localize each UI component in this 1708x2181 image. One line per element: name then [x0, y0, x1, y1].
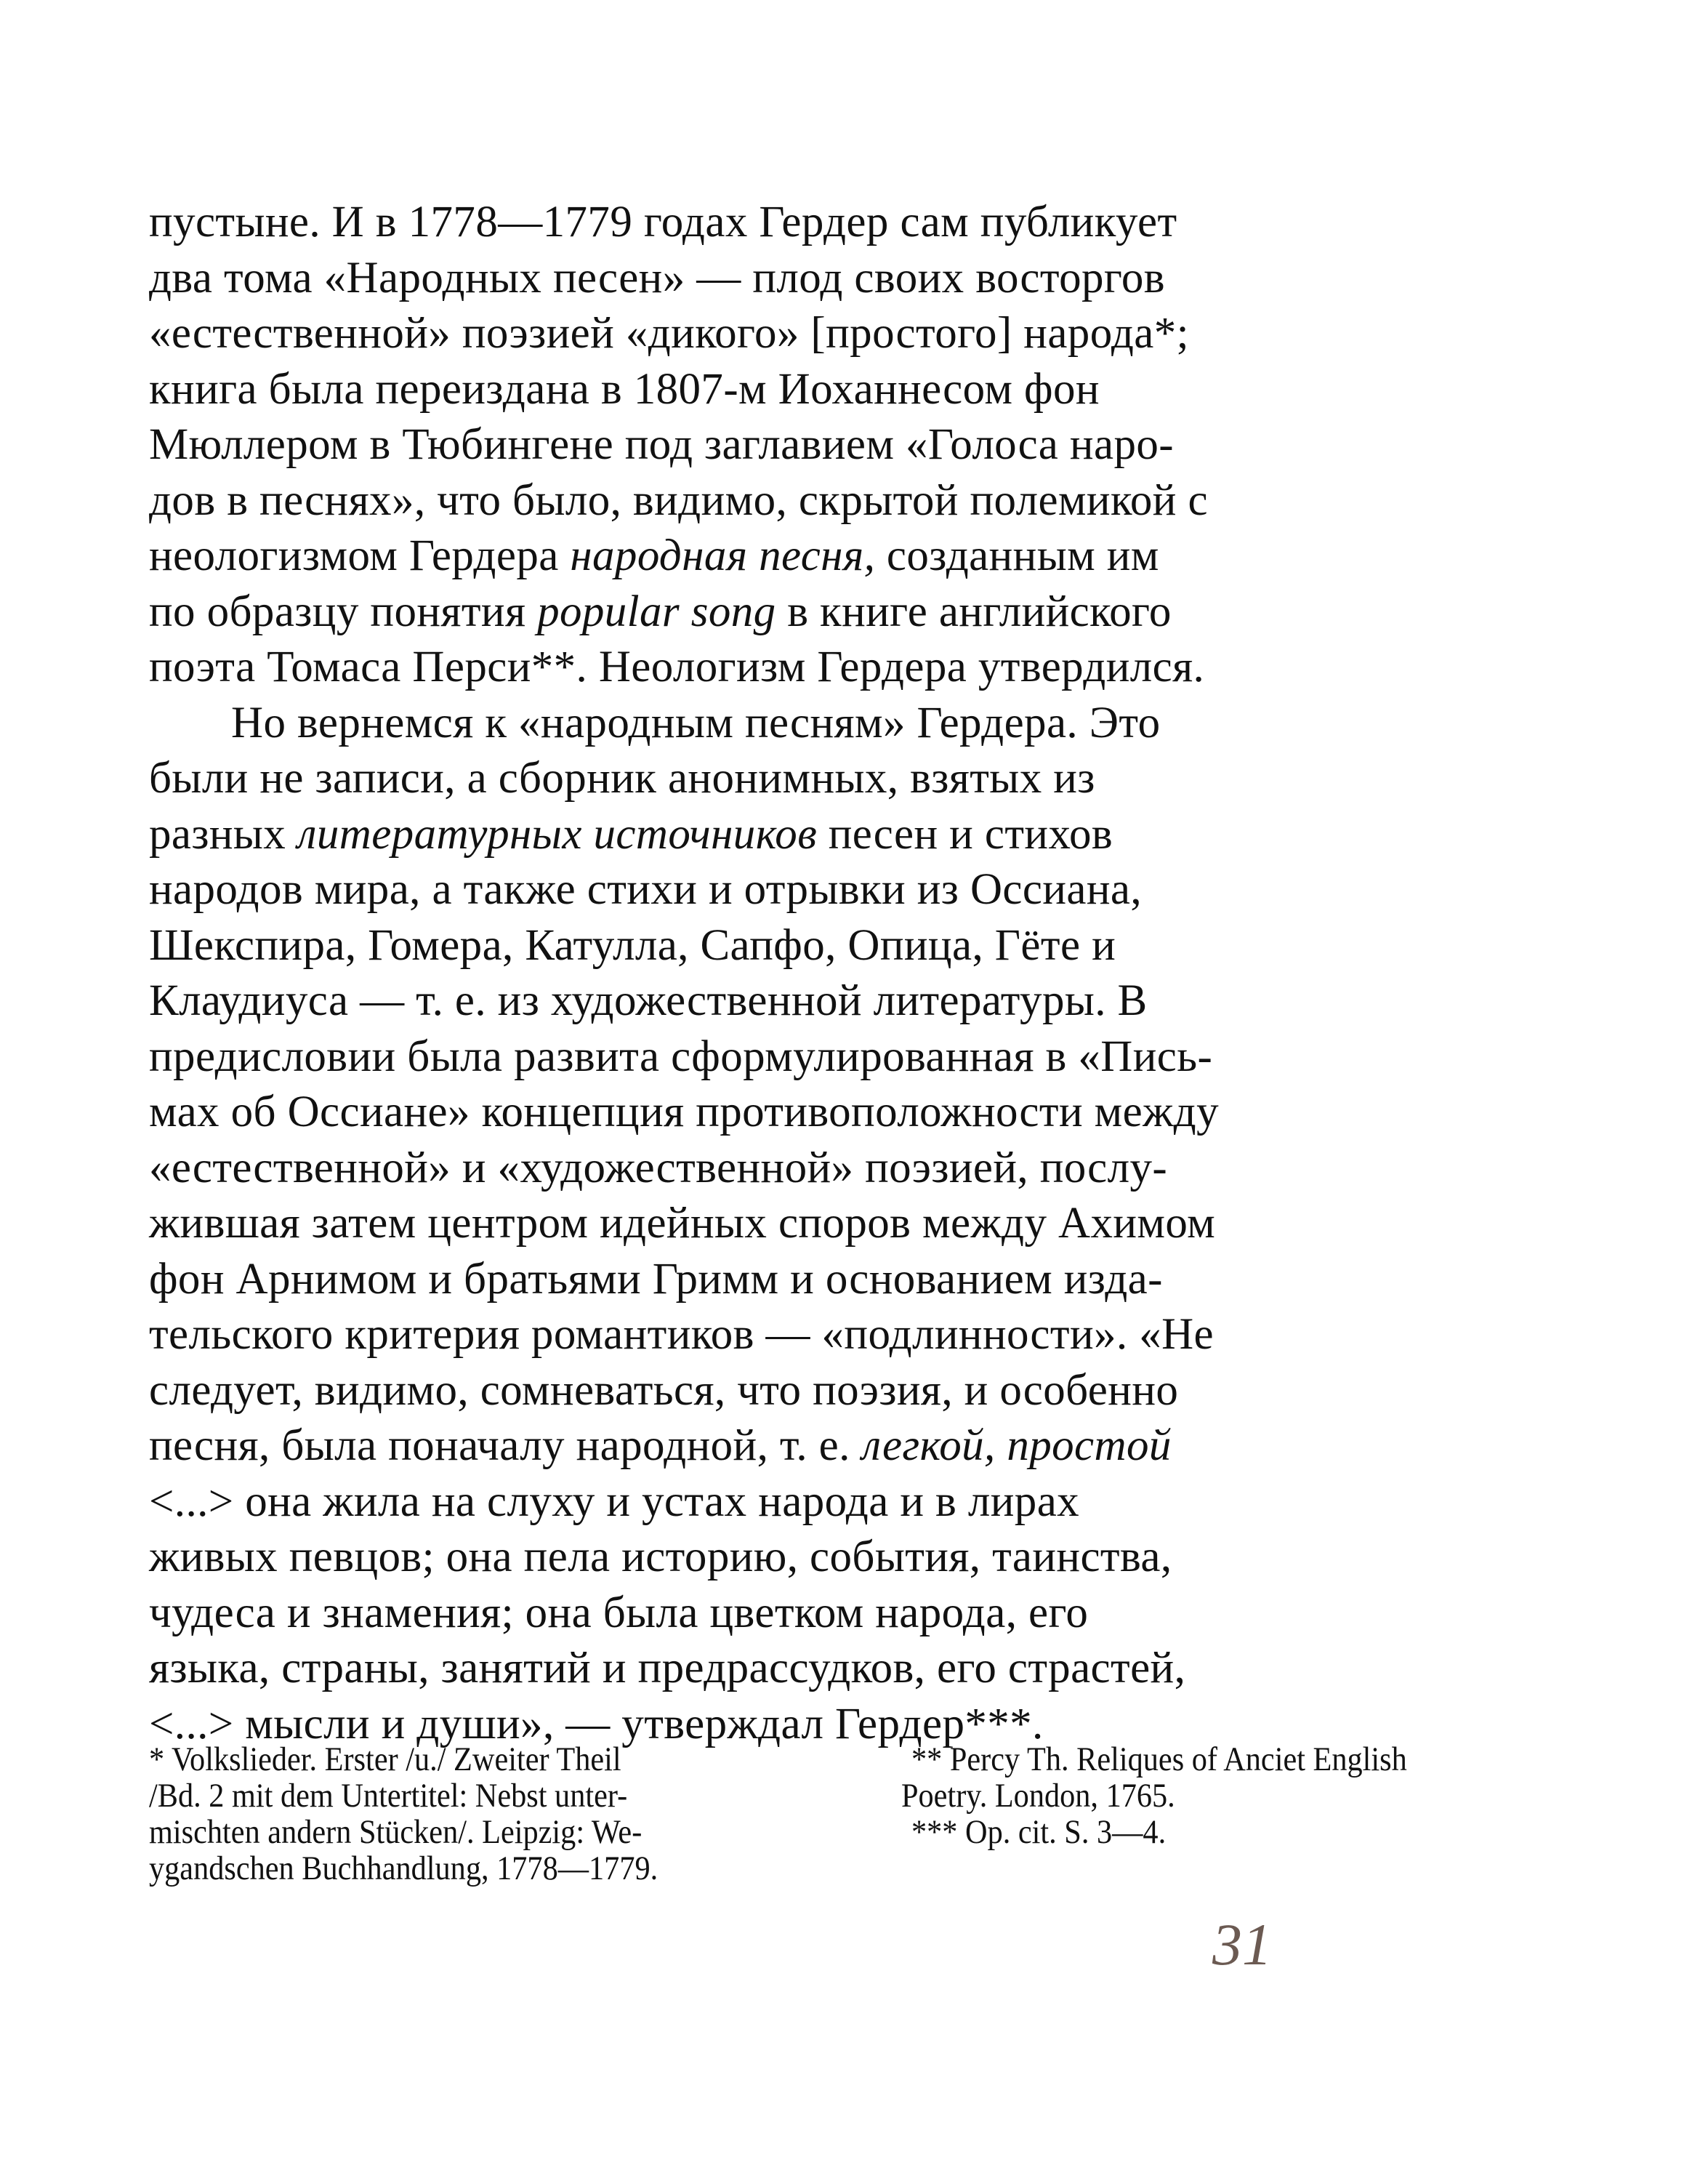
- text-segment: живых певцов; она пела историю, события, таинства,: [149, 1533, 1172, 1581]
- text-line: [149, 1530, 1172, 1585]
- text-segment: чудеса и знамения; она была цветком народа, его: [149, 1588, 1089, 1637]
- page-number: 31: [1212, 1911, 1272, 1977]
- footnote-line: ** Percy Th. Reliques of Anciet English: [911, 1740, 1407, 1778]
- text-line: [149, 640, 1204, 695]
- text-line: [149, 306, 1189, 361]
- text-segment: неологизмом Гердера: [149, 531, 571, 580]
- text-segment: тельского критерия романтиков — «подлинности». «Не: [149, 1310, 1214, 1359]
- text-segment: поэта Томаса Перси**. Неологизм Гердера утвердился.: [149, 643, 1205, 691]
- text-segment: Мюллером в Тюбингене под заглавием «Голоса наро-: [149, 420, 1174, 469]
- italic-text: легкой, простой: [861, 1421, 1172, 1470]
- footnote-line: *** Op. cit. S. 3—4.: [911, 1813, 1167, 1851]
- text-line: [149, 1418, 1172, 1474]
- text-segment: мах об Оссиане» концепция противоположности между: [149, 1088, 1220, 1136]
- text-segment: в книге английского: [776, 587, 1172, 636]
- text-segment: были не записи, а сборник анонимных, взятых из: [149, 754, 1095, 803]
- text-segment: жившая затем центром идейных споров между Ахимом: [149, 1199, 1216, 1248]
- italic-text: popular song: [537, 587, 776, 636]
- text-segment: «естественной» и «художественной» поэзией, послу-: [149, 1143, 1168, 1192]
- text-segment: книга была переиздана в 1807-м Иоханнесом фон: [149, 364, 1100, 414]
- text-line: [149, 862, 1142, 917]
- text-segment: фон Арнимом и братьями Гримм и основанием изда-: [149, 1254, 1163, 1304]
- text-line: [149, 417, 1174, 473]
- text-segment: <...> она жила на слуху и устах народа и в лирах: [149, 1477, 1080, 1526]
- text-segment: языка, страны, занятий и предрассудков, его страстей,: [149, 1644, 1186, 1692]
- text-line: [149, 807, 1113, 862]
- text-line: [149, 1307, 1214, 1362]
- text-line: [149, 1085, 1219, 1140]
- text-line: [149, 1029, 1212, 1085]
- text-line: [149, 251, 1165, 306]
- footnote-line: /Bd. 2 mit dem Untertitel: Nebst unter-: [149, 1777, 628, 1815]
- text-line: [149, 1641, 1185, 1696]
- text-segment: пустыне. И в 1778—1779 годах Гердер сам публикует: [149, 198, 1177, 246]
- text-line: [149, 362, 1100, 417]
- text-line: [149, 195, 1177, 250]
- italic-text: литературных источников: [297, 809, 818, 859]
- text-segment: следует, видимо, сомневаться, что поэзия, и особенно: [149, 1365, 1179, 1415]
- text-line: [149, 1252, 1163, 1307]
- text-segment: предисловии была развита сформулированная в «Пись-: [149, 1032, 1213, 1081]
- text-segment: Клаудиуса — т. е. из художественной литературы. В: [149, 976, 1148, 1025]
- text-segment: созданным им: [875, 531, 1159, 580]
- footnote-line: mischten andern Stücken/. Leipzig: We-: [149, 1813, 642, 1851]
- text-segment: разных: [149, 809, 297, 859]
- text-line: [149, 473, 1208, 529]
- text-segment: по образцу понятия: [149, 587, 538, 636]
- footnote-line: * Volkslieder. Erster /u./ Zweiter Theil: [149, 1740, 621, 1778]
- text-segment: Шекспира, Гомера, Катулла, Сапфо, Опица, Гёте и: [149, 920, 1116, 970]
- text-segment: Но вернемся к «народным песням» Гердера. Это: [231, 698, 1161, 747]
- text-segment: народов мира, а также стихи и отрывки из Оссиана,: [149, 865, 1143, 914]
- text-line: [149, 1196, 1215, 1251]
- text-segment: песня, была поначалу народной, т. е.: [149, 1421, 862, 1470]
- text-line: [149, 751, 1095, 806]
- text-line: [149, 1141, 1167, 1196]
- text-line: [149, 973, 1148, 1029]
- text-line: [149, 1586, 1088, 1641]
- text-segment: «естественной» поэзией «дикого» [простого] народа*;: [149, 309, 1189, 358]
- text-segment: дов в песнях», что было, видимо, скрытой полемикой с: [149, 475, 1208, 525]
- text-segment: два тома «Народных песен» — плод своих восторгов: [149, 253, 1165, 302]
- text-line: [149, 529, 1159, 584]
- text-line: [149, 1363, 1178, 1418]
- text-line: [231, 696, 1161, 751]
- text-line: [149, 585, 1172, 640]
- footnote-line: Poetry. London, 1765.: [901, 1777, 1175, 1815]
- text-line: [149, 1474, 1079, 1530]
- italic-text: народная песня,: [570, 531, 876, 580]
- footnote-line: ygandschen Buchhandlung, 1778—1779.: [149, 1849, 658, 1887]
- text-segment: <...> мысли и души», — утверждал Гердер***.: [149, 1699, 1044, 1748]
- text-segment: песен и стихов: [817, 809, 1113, 859]
- text-line: [149, 918, 1116, 973]
